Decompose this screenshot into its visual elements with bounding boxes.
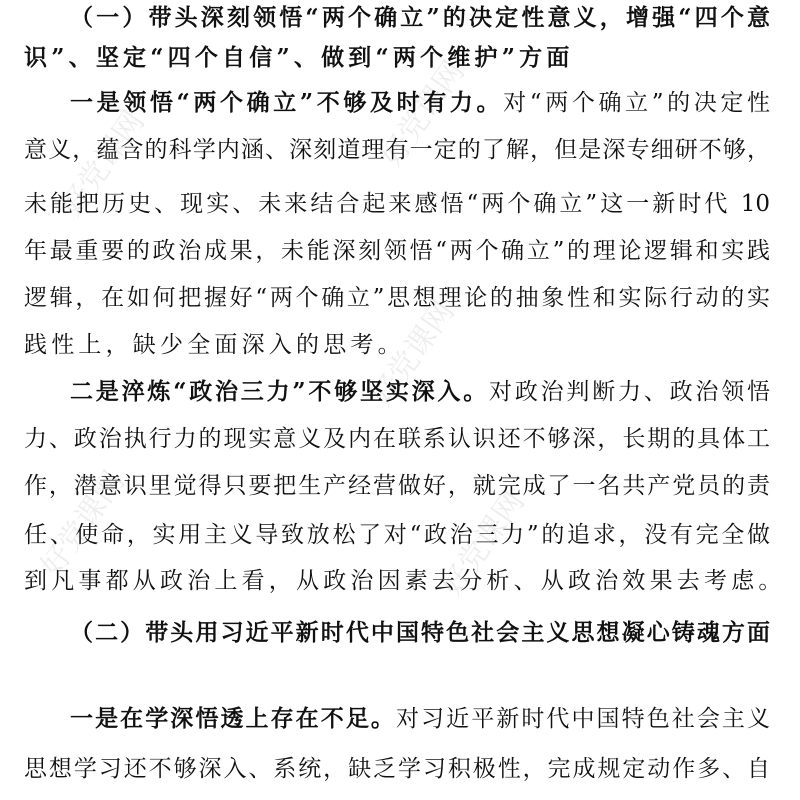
watermark: 好党课网 (54, 104, 152, 224)
paragraph-line: 一是在学深悟透上存在不足。对习近平新时代中国特色社会主义 (70, 705, 771, 732)
paragraph-line: 未能把历史、现实、未来结合起来感悟“两个确立”这一新时代 10 (24, 191, 770, 217)
paragraph-line: 意义，蕴含的科学内涵、深刻道理有一定的了解，但是深专细研不够， (24, 137, 770, 163)
paragraph-line: 二是淬炼“政治三力”不够坚实深入。对政治判断力、政治领悟 (70, 378, 770, 405)
watermark: 好党课网 (434, 484, 532, 604)
paragraph-line: 逻辑，在如何把握好“两个确立”思想理论的抽象性和实际行动的实 (24, 285, 770, 311)
watermark: 好党课网 (374, 54, 472, 174)
watermark: 好党课网 (364, 294, 462, 414)
paragraph-line: 作，潜意识里觉得只要把生产经营做好，就完成了一名共产党员的责 (24, 473, 770, 499)
paragraph-line: 思想学习还不够深入、系统，缺乏学习积极性，完成规定动作多、自 (24, 756, 770, 782)
section-heading-2: （二）带头用习近平新时代中国特色社会主义思想凝心铸魂方面 (70, 619, 770, 646)
section-heading-1: （一）带头深刻领悟“两个确立”的决定性意义，增强“四个意 (70, 4, 770, 31)
paragraph-line: 任、使命，实用主义导致放松了对“政治三力”的追求，没有完全做 (24, 522, 770, 548)
paragraph-line: 力、政治执行力的现实意义及内在联系认识还不够深，长期的具体工 (24, 426, 770, 452)
paragraph-line: 年最重要的政治成果，未能深刻领悟“两个确立”的理论逻辑和实践 (24, 238, 770, 264)
section-heading-1-cont: 识”、坚定“四个自信”、做到“两个维护”方面 (24, 44, 574, 71)
watermark: 好党课网 (34, 464, 132, 584)
paragraph-line: 一是领悟“两个确立”不够及时有力。对“两个确立”的决定性 (70, 89, 770, 116)
paragraph-line: 践性上，缺少全面深入的思考。 (24, 332, 405, 358)
paragraph-line: 到凡事都从政治上看，从政治因素去分析、从政治效果去考虑。 (24, 568, 786, 594)
